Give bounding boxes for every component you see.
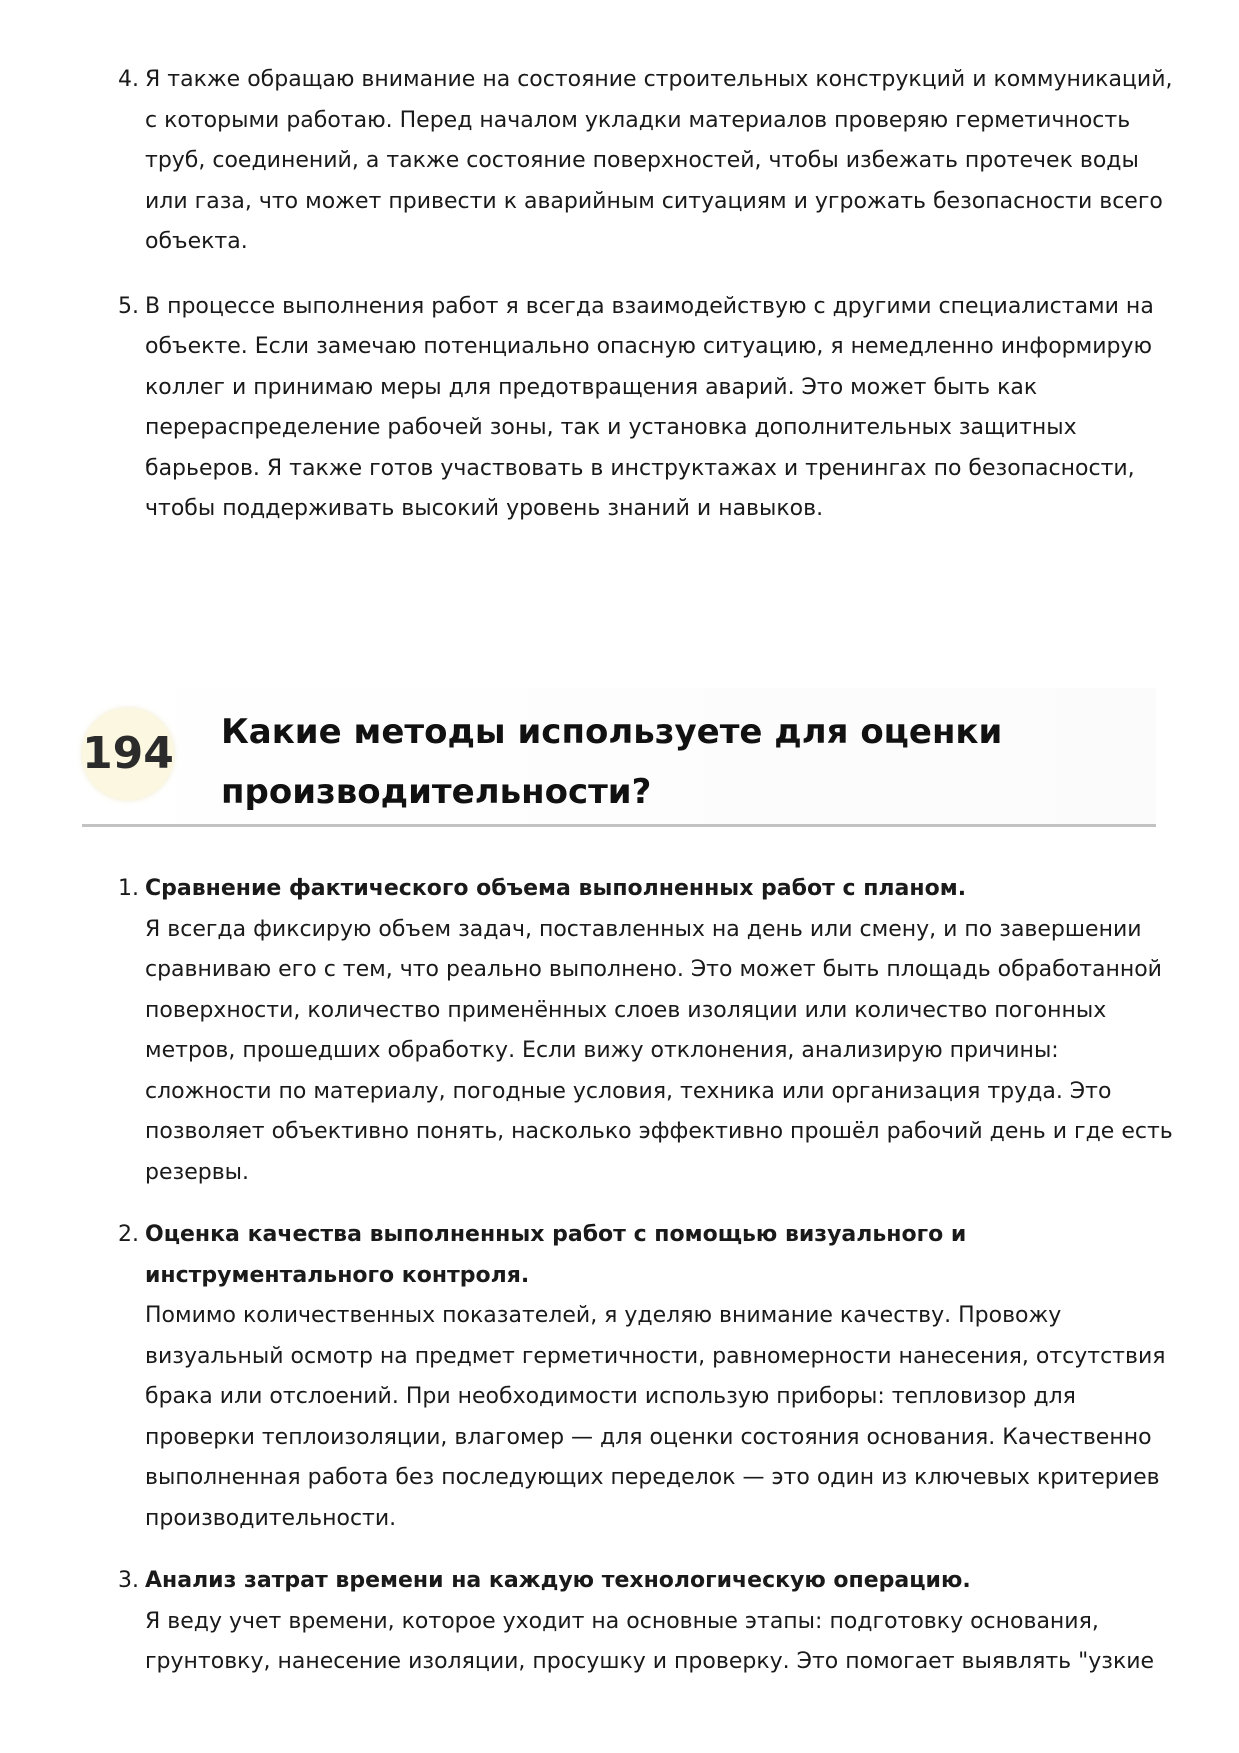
previous-answer-list <box>118 60 1175 554</box>
list-item-number: 2. <box>118 1222 139 1247</box>
list-item-text: Я всегда фиксирую объем задач, поставленных на день или смену, и по завершении сравниваю его с тем, что реально выполнено. Это может быть площадь обработанной поверхности, количество применённых слоев изоляции или количество погонных метров, прошедших обработку. Если вижу отклонения, анализирую причины: сложности по материалу, погодные условия, техника или организация труда. Это позволяет объективно понять, насколько эффективно прошёл рабочий день и где есть резервы. <box>145 916 1173 1185</box>
list-item-number: 3. <box>118 1568 139 1593</box>
list-item <box>118 287 1175 530</box>
list-item-text: Помимо количественных показателей, я уделяю внимание качеству. Провожу визуальный осмотр на предмет герметичности, равномерности нанесения, отсутствия брака или отслоений. При необходимости использую приборы: тепловизор для проверки теплоизоляции, влагомер — для оценки состояния основания. Качественно выполненная работа без последующих переделок — это один из ключевых критериев производительности. <box>145 1303 1166 1531</box>
list-item <box>118 1561 1175 1683</box>
list-item-number: 4. <box>118 67 139 92</box>
list-item-text: Я веду учет времени, которое уходит на основные этапы: подготовку основания, грунтовку, нанесение изоляции, просушку и проверку. Это помогает выявлять "узкие <box>145 1608 1155 1674</box>
question-number-badge <box>82 708 174 800</box>
question-title: Какие методы используете для оценки производительности? <box>221 712 1003 812</box>
list-item-number: 5. <box>118 293 139 319</box>
list-item <box>118 869 1175 1193</box>
list-item <box>118 1215 1175 1539</box>
question-number: 194 <box>82 728 174 779</box>
question-header <box>82 688 1156 827</box>
list-item-title: Оценка качества выполненных работ с помощью визуального и инструментального контроля. <box>145 1222 967 1288</box>
list-item-title: Анализ затрат времени на каждую технологическую операцию. <box>145 1568 971 1593</box>
list-item-text: В процессе выполнения работ я всегда взаимодействую с другими специалистами на объекте. Если замечаю потенциально опасную ситуацию, я немедленно информирую коллег и принимаю меры для предотвращения аварий. Это может быть как перераспределение рабочей зоны, так и установка дополнительных защитных барьеров. Я также готов участвовать в инструктажах и тренингах по безопасности, чтобы поддерживать высокий уровень знаний и навыков. <box>145 293 1154 521</box>
list-item-text: Я также обращаю внимание на состояние строительных конструкций и коммуникаций, с которыми работаю. Перед началом укладки материалов проверяю герметичность труб, соединений, а также состояние поверхностей, чтобы избежать протечек воды или газа, что может привести к аварийным ситуациям и угрожать безопасности всего объекта. <box>145 67 1173 254</box>
answer-list <box>118 869 1175 1705</box>
list-item <box>118 60 1175 263</box>
list-item-number: 1. <box>118 876 139 901</box>
list-item-title: Сравнение фактического объема выполненных работ с планом. <box>145 876 967 901</box>
